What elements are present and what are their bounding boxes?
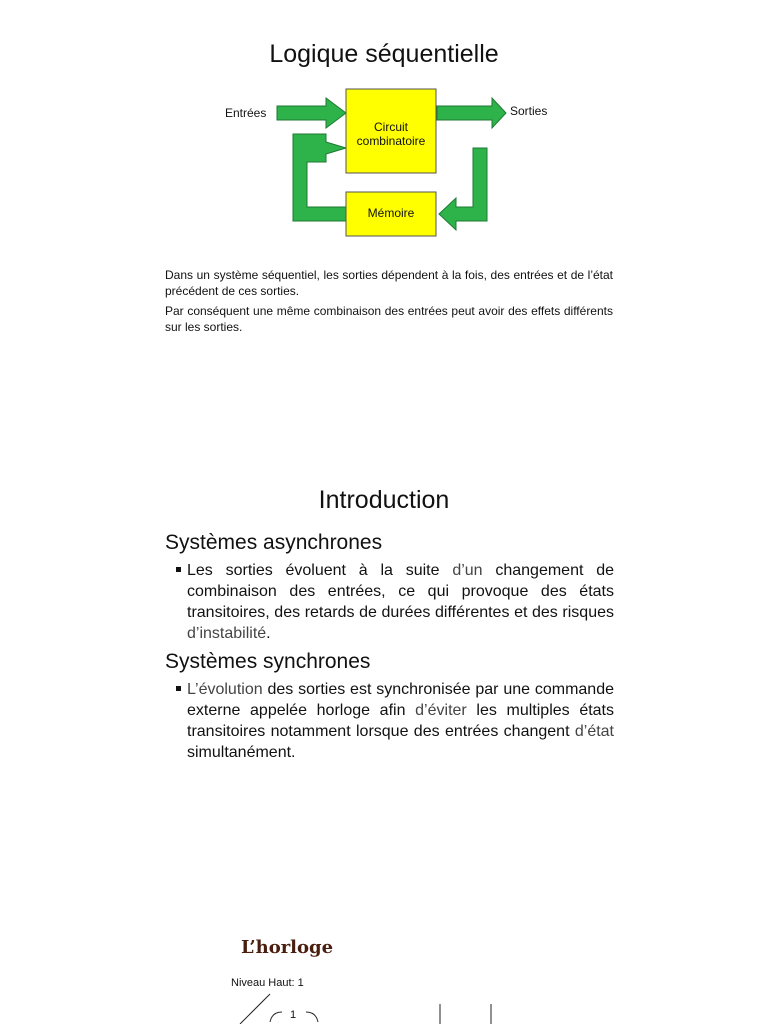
- bullet-sync-systems: L’évolution des sorties est synchronisée par une commande externe appelée horloge afin d’éviter les multiples états transitoires notamment lorsque des entrées changent d’état simultanément.: [176, 679, 614, 763]
- output-arrow: [437, 98, 506, 128]
- curved-arrow-left: [270, 1012, 282, 1022]
- memory-label: Mémoire: [367, 206, 415, 220]
- curved-arrow-right: [306, 1012, 318, 1022]
- feedback-arrow-right: [439, 148, 487, 230]
- circuit-label-line1: Circuit: [373, 120, 409, 134]
- bullet-square: [176, 567, 181, 572]
- marker-label: 1: [290, 1009, 297, 1021]
- input-label: Entrées: [225, 106, 267, 120]
- heading-sync-systems: Systèmes synchrones: [165, 650, 371, 673]
- bullet-async-systems: Les sorties évoluent à la suite d’un changement de combinaison des entrées, ce qui provoque des états transitoires, des retards de durées différentes et des risques d’instabilité.: [176, 560, 614, 644]
- level-high-label: Niveau Haut: 1: [231, 977, 304, 989]
- circuit-label-line2: combinatoire: [356, 134, 426, 148]
- heading-async-systems: Systèmes asynchrones: [165, 531, 383, 554]
- slide1-title: Logique séquentielle: [269, 40, 499, 68]
- clock-diagram-fragment: [230, 990, 530, 1024]
- paragraph-sequential-consequence: Par conséquent une même combinaison des entrées peut avoir des effets différents sur les sorties.: [165, 304, 613, 334]
- slide2-title: Introduction: [318, 486, 450, 514]
- output-label: Sorties: [510, 104, 548, 118]
- paragraph-sequential-definition: Dans un système séquentiel, les sorties dépendent à la fois, des entrées et de l’état précédent de ces sorties.: [165, 268, 613, 298]
- sequential-logic-diagram: [0, 80, 768, 250]
- rising-edge-line: [240, 994, 270, 1024]
- slide3-title: L’horloge: [241, 937, 334, 958]
- input-arrow: [277, 98, 346, 128]
- feedback-arrow-left: [293, 134, 346, 221]
- bullet-square: [176, 686, 181, 691]
